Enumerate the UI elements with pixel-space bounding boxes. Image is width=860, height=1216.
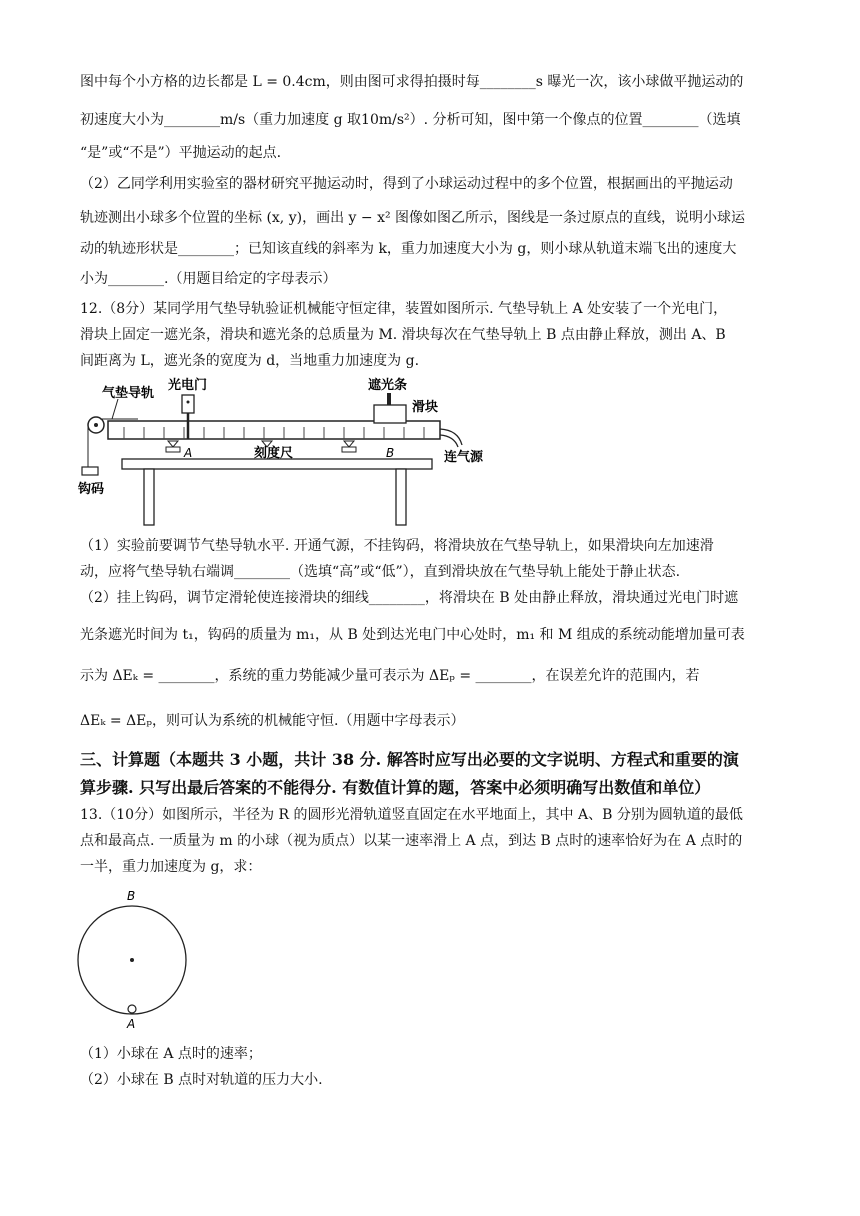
label-slider: 滑块	[412, 400, 439, 415]
text-line: 点和最高点. 一质量为 m 的小球（视为质点）以某一速率滑上 A 点，到达 B 点时的速率恰好为在 A 点时的	[80, 833, 743, 849]
section-heading: 三、计算题（本题共 3 小题，共计 38 分. 解答时应写出必要的文字说明、方程式和重要的演	[80, 750, 739, 769]
question-13-heading: 13.（10分）如图所示，半径为 R 的圆形光滑轨道竖直固定在水平地面上，其中 A、B 分别为圆轨道的最低	[80, 807, 743, 823]
hook-weight-icon	[82, 467, 98, 475]
label-photogate: 光电门	[168, 378, 208, 393]
shade-bar	[387, 393, 391, 405]
table-leg	[396, 469, 406, 525]
text-line: ΔEₖ = ΔEₚ，则可认为系统的机械能守恒.（用题中字母表示）	[80, 713, 465, 729]
text-line: 轨迹测出小球多个位置的坐标 (x, y)，画出 y − x² 图像如图乙所示，图线是一条过原点的直线，说明小球运	[80, 210, 746, 226]
text-line: 动，应将气垫导轨右端调________（选填“高”或“低”），直到滑块放在气垫导轨上能处于静止状态.	[80, 564, 681, 580]
text-line: 间距离为 L，遮光条的宽度为 d，当地重力加速度为 g.	[80, 353, 420, 369]
label-point-a: A	[127, 1017, 136, 1031]
text-line: 滑块上固定一遮光条，滑块和遮光条的总质量为 M. 滑块每次在气垫导轨上 B 点由静止释放，测出 A、B	[80, 327, 726, 343]
text-line: 图中每个小方格的边长都是 L = 0.4cm，则由图可求得拍摄时每________s 曝光一次，该小球做平抛运动的	[80, 74, 744, 90]
text-line: 光条遮光时间为 t₁，钩码的质量为 m₁，从 B 处到达光电门中心处时，m₁ 和 M 组成的系统动能增加量可表	[80, 627, 745, 643]
label-air-track: 气垫导轨	[102, 386, 155, 401]
text-line: 小为________.（用题目给定的字母表示）	[80, 271, 337, 287]
label-shade: 遮光条	[368, 378, 408, 393]
slider-block	[374, 405, 406, 423]
circular-track-figure	[74, 886, 190, 1032]
air-track-rail	[108, 421, 440, 439]
label-air-source: 连气源	[444, 450, 484, 465]
question-12-heading: 12.（8分）某同学用气垫导轨验证机械能守恒定律，装置如图所示. 气垫导轨上 A 处安装了一个光电门，	[80, 301, 728, 317]
label-point-b: B	[127, 889, 136, 903]
text-line: （1）实验前要调节气垫导轨水平. 开通气源，不挂钩码，将滑块放在气垫导轨上，如果滑块向左加速滑	[80, 538, 714, 554]
label-ruler: 刻度尺	[254, 446, 294, 461]
text-line: “是”或“不是”）平抛运动的起点.	[80, 145, 282, 161]
center-dot	[130, 958, 134, 962]
photogate-icon	[182, 395, 194, 413]
text-line: 一半，重力加速度为 g，求：	[80, 859, 262, 875]
text-line: 示为 ΔEₖ = ________，系统的重力势能减少量可表示为 ΔEₚ = ________，在误差允许的范围内，若	[80, 668, 700, 684]
label-weight: 钩码	[78, 482, 105, 497]
text-line: 初速度大小为________m/s（重力加速度 g 取10m/s²）. 分析可知，图中第一个像点的位置________（选填	[80, 112, 741, 128]
sub-question: （2）小球在 B 点时对轨道的压力大小.	[80, 1072, 323, 1088]
text-line: （2）乙同学利用实验室的器材研究平抛运动时，得到了小球运动过程中的多个位置，根据画出的平抛运动	[80, 176, 733, 192]
text-line: 动的轨迹形状是________；已知该直线的斜率为 k，重力加速度大小为 g，则小球从轨道末端飞出的速度大	[80, 241, 737, 257]
text-line: （2）挂上钩码，调节定滑轮使连接滑块的细线________，将滑块在 B 处由静止释放，滑块通过光电门时遮	[80, 590, 739, 606]
table-leg	[144, 469, 154, 525]
label-point-a: A	[184, 446, 193, 460]
section-heading: 算步骤. 只写出最后答案的不能得分. 有数值计算的题，答案中必须明确写出数值和单位）	[80, 778, 711, 797]
ball-icon	[128, 1005, 136, 1013]
sub-question: （1）小球在 A 点时的速率；	[80, 1046, 262, 1062]
air-track-apparatus-figure	[78, 375, 498, 527]
label-point-b: B	[386, 446, 395, 460]
